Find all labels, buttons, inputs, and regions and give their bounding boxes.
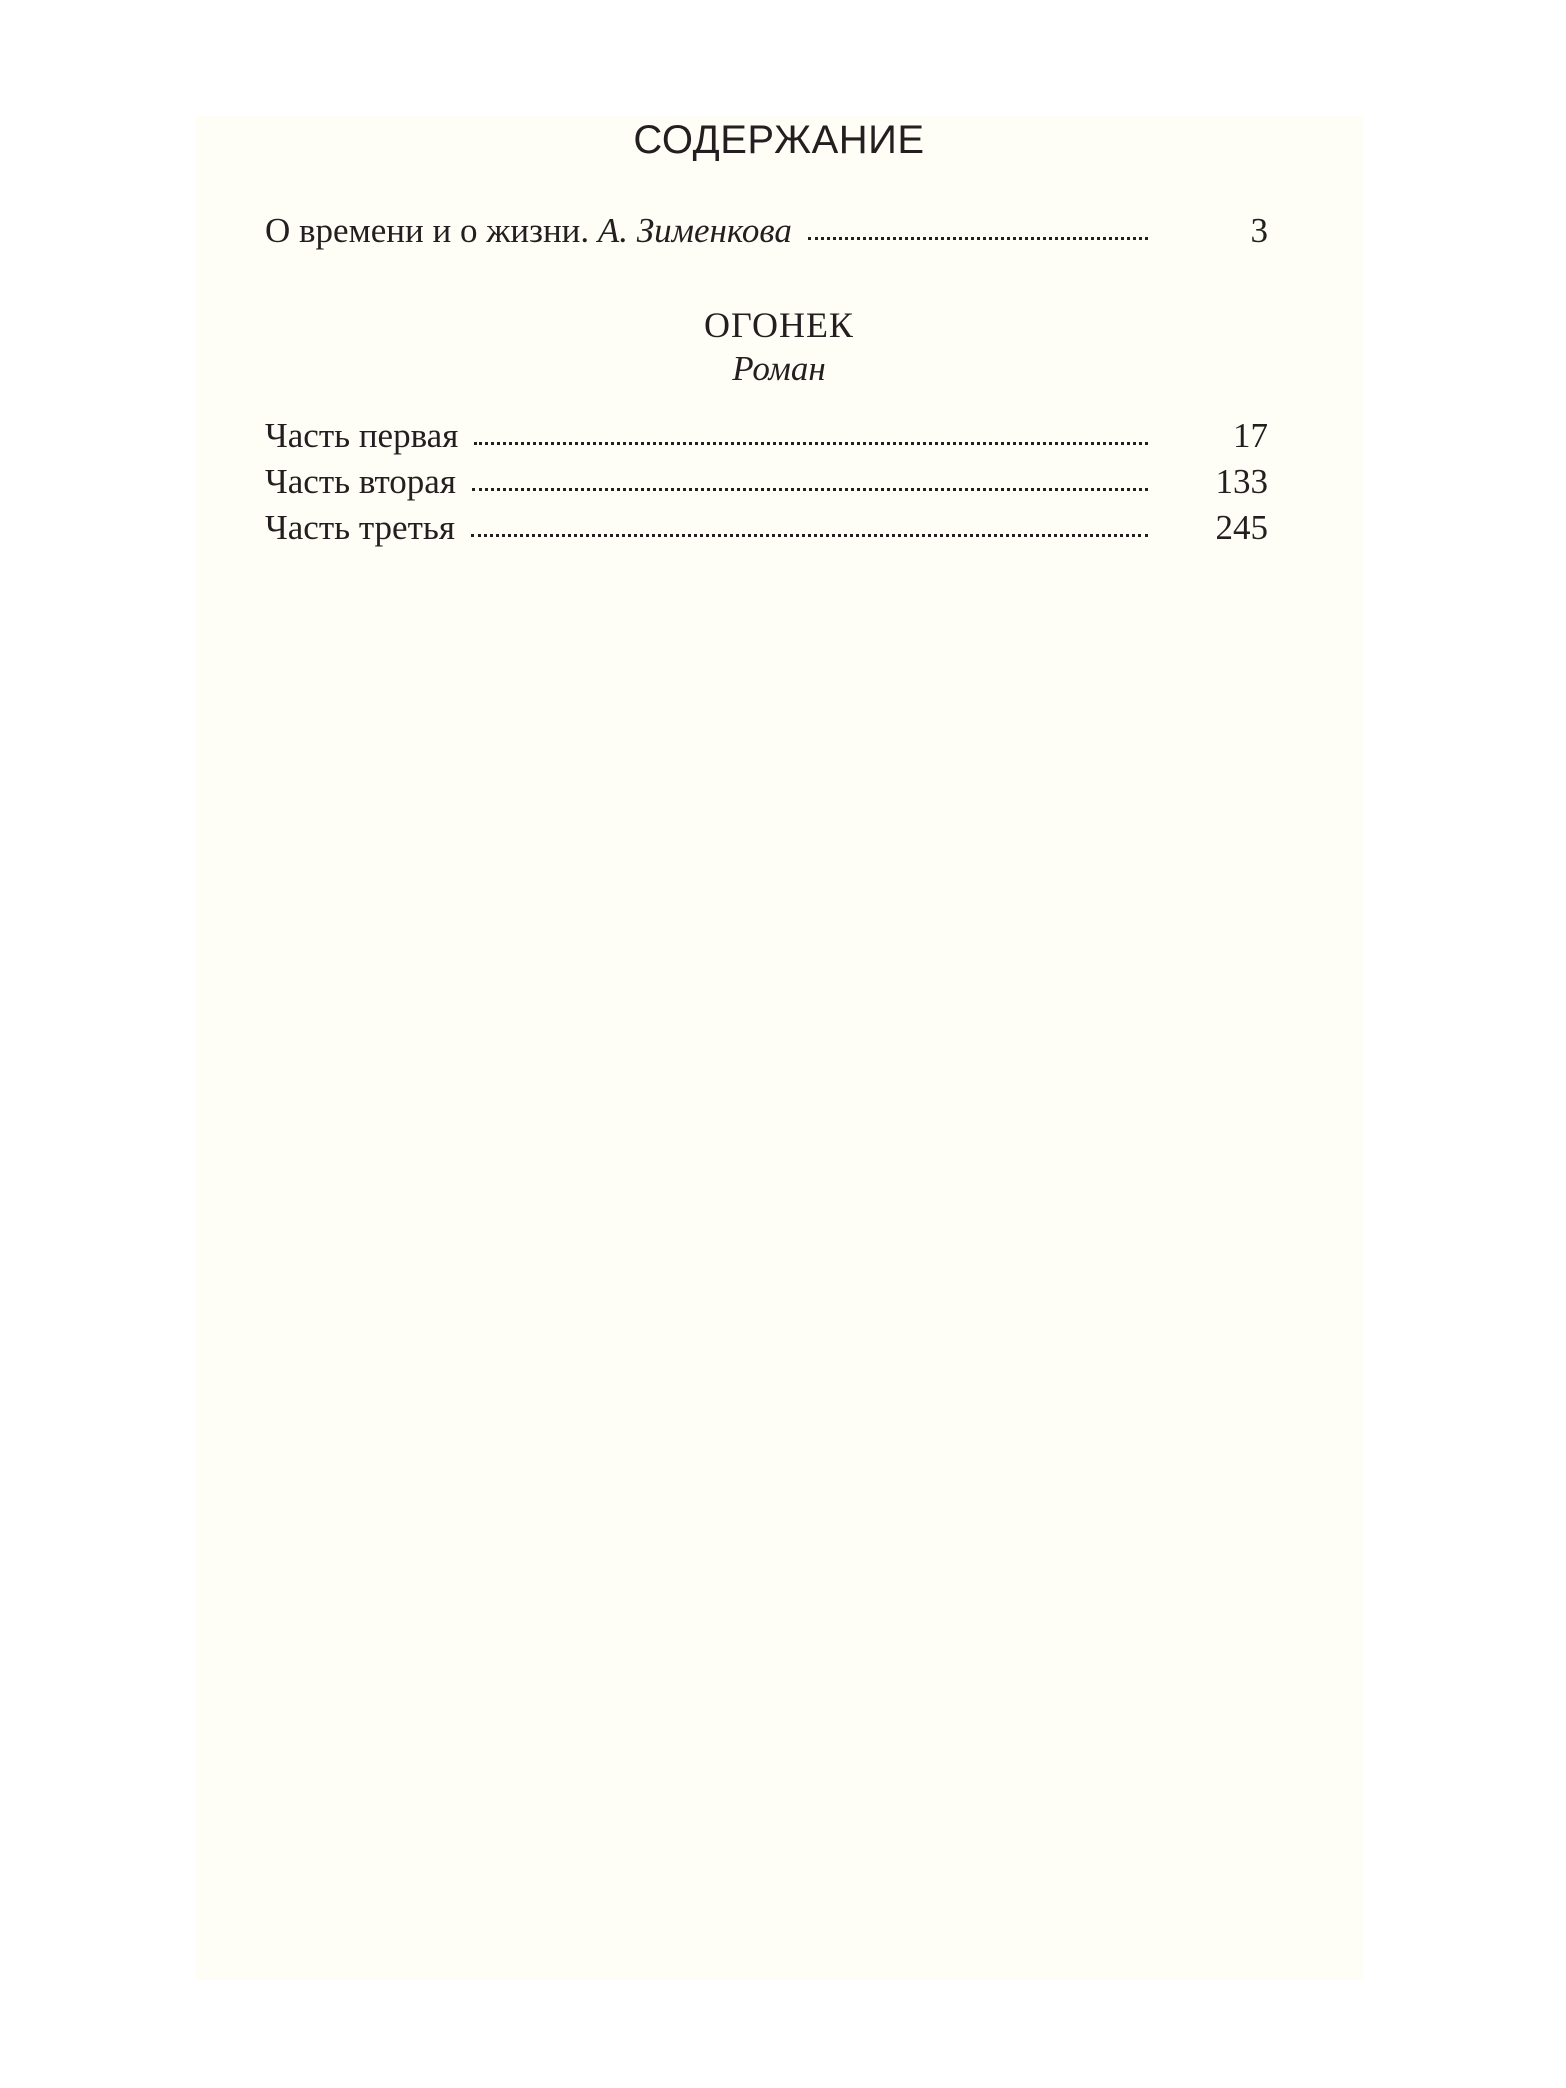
- section-subtitle: Роман: [732, 349, 826, 388]
- toc-entry-page: 133: [1215, 462, 1268, 501]
- dot-leader: [474, 432, 1148, 445]
- toc-entry-page: 17: [1233, 416, 1268, 455]
- toc-entry-page: 245: [1215, 508, 1268, 547]
- toc-entry-title-text: О времени и о жизни.: [265, 211, 590, 250]
- toc-entry: [265, 505, 1268, 551]
- toc-entry-author: А. Зименкова: [597, 211, 792, 250]
- toc-entry: [265, 413, 1268, 459]
- toc-entry-title: Часть третья: [265, 508, 455, 547]
- toc-entry-intro: [265, 208, 1268, 254]
- dot-leader: [472, 478, 1148, 491]
- toc-heading: СОДЕРЖАНИЕ: [633, 118, 925, 162]
- toc-entry-title: [265, 208, 792, 254]
- toc-entry-page: 3: [1250, 211, 1268, 250]
- toc-entry-title: Часть вторая: [265, 462, 456, 501]
- section-title: ОГОНЕК: [704, 305, 854, 345]
- toc-entry-title: Часть первая: [265, 416, 459, 455]
- dot-leader: [808, 227, 1148, 240]
- toc-entry: [265, 459, 1268, 505]
- book-page: [195, 116, 1363, 1980]
- dot-leader: [471, 524, 1148, 537]
